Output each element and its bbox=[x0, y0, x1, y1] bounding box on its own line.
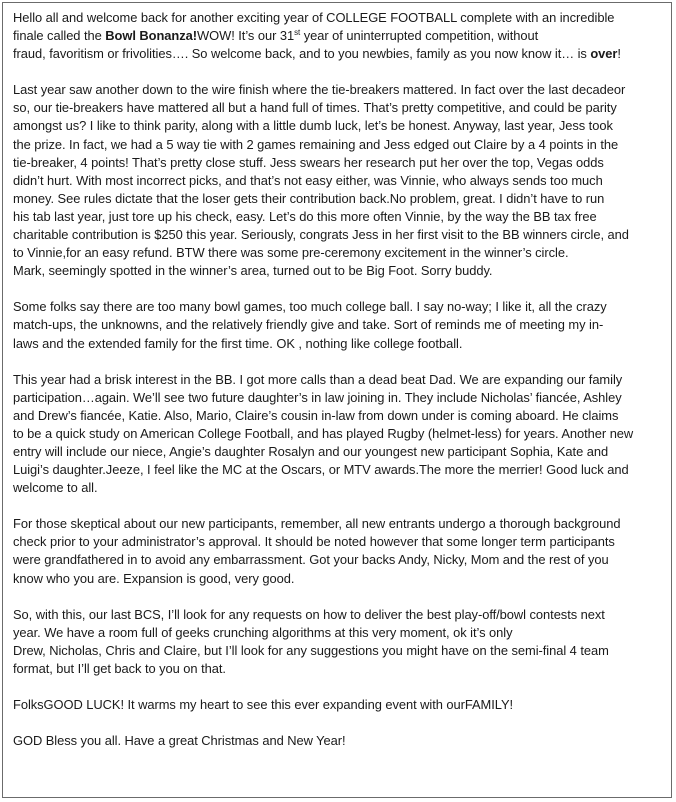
text-line bbox=[13, 732, 663, 750]
text-line bbox=[13, 551, 663, 569]
text-run: year of uninterrupted competition, without bbox=[300, 28, 539, 44]
text-line bbox=[13, 45, 663, 63]
text-line bbox=[13, 515, 663, 533]
text-run: finale called the bbox=[13, 28, 106, 44]
text-line bbox=[13, 642, 663, 660]
text-run: Drew, Nicholas, Chris and Claire, but I’ll look for any suggestions you might have on the semi-final 4 team bbox=[13, 642, 609, 658]
text-line bbox=[13, 443, 663, 461]
text-line bbox=[13, 570, 663, 588]
text-line bbox=[13, 226, 663, 244]
text-line bbox=[13, 461, 663, 479]
text-run: FolksGOOD LUCK! It warms my heart to see this ever expanding event with ourFAMILY! bbox=[13, 697, 514, 712]
text-run: For those skeptical about our new participants, remember, all new entrants undergo a thorough background bbox=[13, 516, 621, 532]
text-run: fraud, favoritism or frivolities…. So welcome back, and to you newbies, family as you now know it… is bbox=[13, 46, 591, 62]
text-line bbox=[13, 371, 663, 389]
text-run: WOW! It’s our 31 bbox=[197, 28, 295, 44]
paragraph-4 bbox=[13, 371, 663, 498]
text-run: So, with this, our last BCS, I’ll look for any requests on how to deliver the best play-off/bowl contests next bbox=[13, 606, 605, 622]
text-line bbox=[13, 27, 663, 45]
letter-document bbox=[2, 2, 672, 798]
paragraph-2 bbox=[13, 81, 663, 280]
text-run: check prior to your administrator’s approval. It should be noted however that some longer term participants bbox=[13, 534, 615, 550]
text-line bbox=[13, 624, 663, 642]
text-run: Hello all and welcome back for another exciting year of COLLEGE FOOTBALL complete with an incredible bbox=[13, 10, 615, 25]
text-run: were grandfathered in to avoid any embarrassment. Got your backs Andy, Nicky, Mom and the rest of you bbox=[13, 552, 609, 568]
text-line bbox=[13, 533, 663, 551]
bold-text: over bbox=[590, 46, 618, 62]
text-run: participation…again. We’ll see two future daughter’s in law joining in. They include Nicholas’ fiancée, Ashley bbox=[13, 389, 622, 405]
paragraph-3 bbox=[13, 298, 663, 352]
text-line bbox=[13, 389, 663, 407]
text-run: to be a quick study on American College Football, and has played Rugby (helmet-less) for years. Another new bbox=[13, 425, 634, 441]
text-line bbox=[13, 136, 663, 154]
text-run: didn’t hurt. With most incorrect picks, and that’s not easy either, was Vinnie, who always sends too much bbox=[13, 172, 603, 188]
text-run: year. We have a room full of geeks crunching algorithms at this very moment, ok it’s only bbox=[13, 624, 513, 640]
text-line bbox=[13, 606, 663, 624]
text-run: match-ups, the unknowns, and the relatively friendly give and take. Sort of reminds me of meeting my in- bbox=[13, 317, 604, 333]
text-line bbox=[13, 99, 663, 117]
text-line bbox=[13, 316, 663, 334]
text-run: his tab last year, just tore up his check, easy. Let’s do this more often Vinnie, by the way the BB tax free bbox=[13, 208, 597, 224]
text-line bbox=[13, 425, 663, 443]
text-run: amongst us? I like to think parity, along with a little dumb luck, let’s be honest. Anyway, last year, Jess took bbox=[13, 118, 613, 134]
text-run: format, but I’ll get back to you on that. bbox=[13, 660, 226, 676]
text-line bbox=[13, 172, 663, 190]
text-line bbox=[13, 660, 663, 678]
text-line bbox=[13, 117, 663, 135]
text-run: tie-breaker, 4 points! That’s pretty close stuff. Jess swears her research put her over the top, Vegas odds bbox=[13, 154, 604, 170]
text-line bbox=[13, 190, 663, 208]
paragraph-7 bbox=[13, 696, 663, 714]
text-line bbox=[13, 335, 663, 353]
text-run: charitable contribution is $250 this year. Seriously, congrats Jess in her first visit to the BB winners circle, and bbox=[13, 227, 629, 243]
text-run: Luigi’s daughter.Jeeze, I feel like the MC at the Oscars, or MTV awards.The more the merrier! Good luck and bbox=[13, 462, 629, 478]
paragraph-6 bbox=[13, 606, 663, 678]
text-run: GOD Bless you all. Have a great Christmas and New Year! bbox=[13, 733, 346, 749]
text-run: Last year saw another down to the wire finish where the tie-breakers mattered. In fact over the last decadeor bbox=[13, 82, 626, 98]
text-run: Mark, seemingly spotted in the winner’s area, turned out to be Big Foot. Sorry buddy. bbox=[13, 263, 493, 279]
text-line bbox=[13, 479, 663, 497]
paragraph-8 bbox=[13, 732, 663, 750]
text-run: so, our tie-breakers have mattered all but a hand full of times. That’s pretty competitive, and could be parity bbox=[13, 100, 617, 116]
text-line bbox=[13, 81, 663, 99]
text-run: This year had a brisk interest in the BB. I got more calls than a dead beat Dad. We are expanding our family bbox=[13, 371, 623, 387]
text-line bbox=[13, 9, 663, 27]
text-run: ! bbox=[617, 46, 621, 62]
text-line bbox=[13, 407, 663, 425]
text-line bbox=[13, 244, 663, 262]
text-run: welcome to all. bbox=[13, 480, 98, 496]
paragraph-5 bbox=[13, 515, 663, 587]
superscript-text: st bbox=[294, 28, 301, 38]
text-run: to Vinnie,for an easy refund. BTW there was some pre-ceremony excitement in the winner’s circle. bbox=[13, 245, 569, 261]
text-run: money. See rules dictate that the loser gets their contribution back.No problem, great. I didn’t have to run bbox=[13, 190, 605, 206]
text-line bbox=[13, 298, 663, 316]
text-line bbox=[13, 208, 663, 226]
text-line bbox=[13, 696, 663, 714]
bold-text: Bowl Bonanza! bbox=[105, 28, 197, 44]
text-run: laws and the extended family for the first time. OK , nothing like college football. bbox=[13, 335, 463, 351]
text-run: the prize. In fact, we had a 5 way tie with 2 games remaining and Jess edged out Claire by a 4 points in the bbox=[13, 136, 619, 152]
text-run: entry will include our niece, Angie’s daughter Rosalyn and our youngest new participant Sophia, Kate and bbox=[13, 443, 609, 459]
paragraph-1 bbox=[13, 9, 663, 63]
text-line bbox=[13, 262, 663, 280]
text-run: Some folks say there are too many bowl games, too much college ball. I say no-way; I like it, all the crazy bbox=[13, 299, 607, 315]
text-run: and Drew’s fiancée, Katie. Also, Mario, Claire’s cousin in-law from down under is coming aboard. He claims bbox=[13, 407, 619, 423]
text-line bbox=[13, 154, 663, 172]
text-run: know who you are. Expansion is good, very good. bbox=[13, 570, 295, 586]
